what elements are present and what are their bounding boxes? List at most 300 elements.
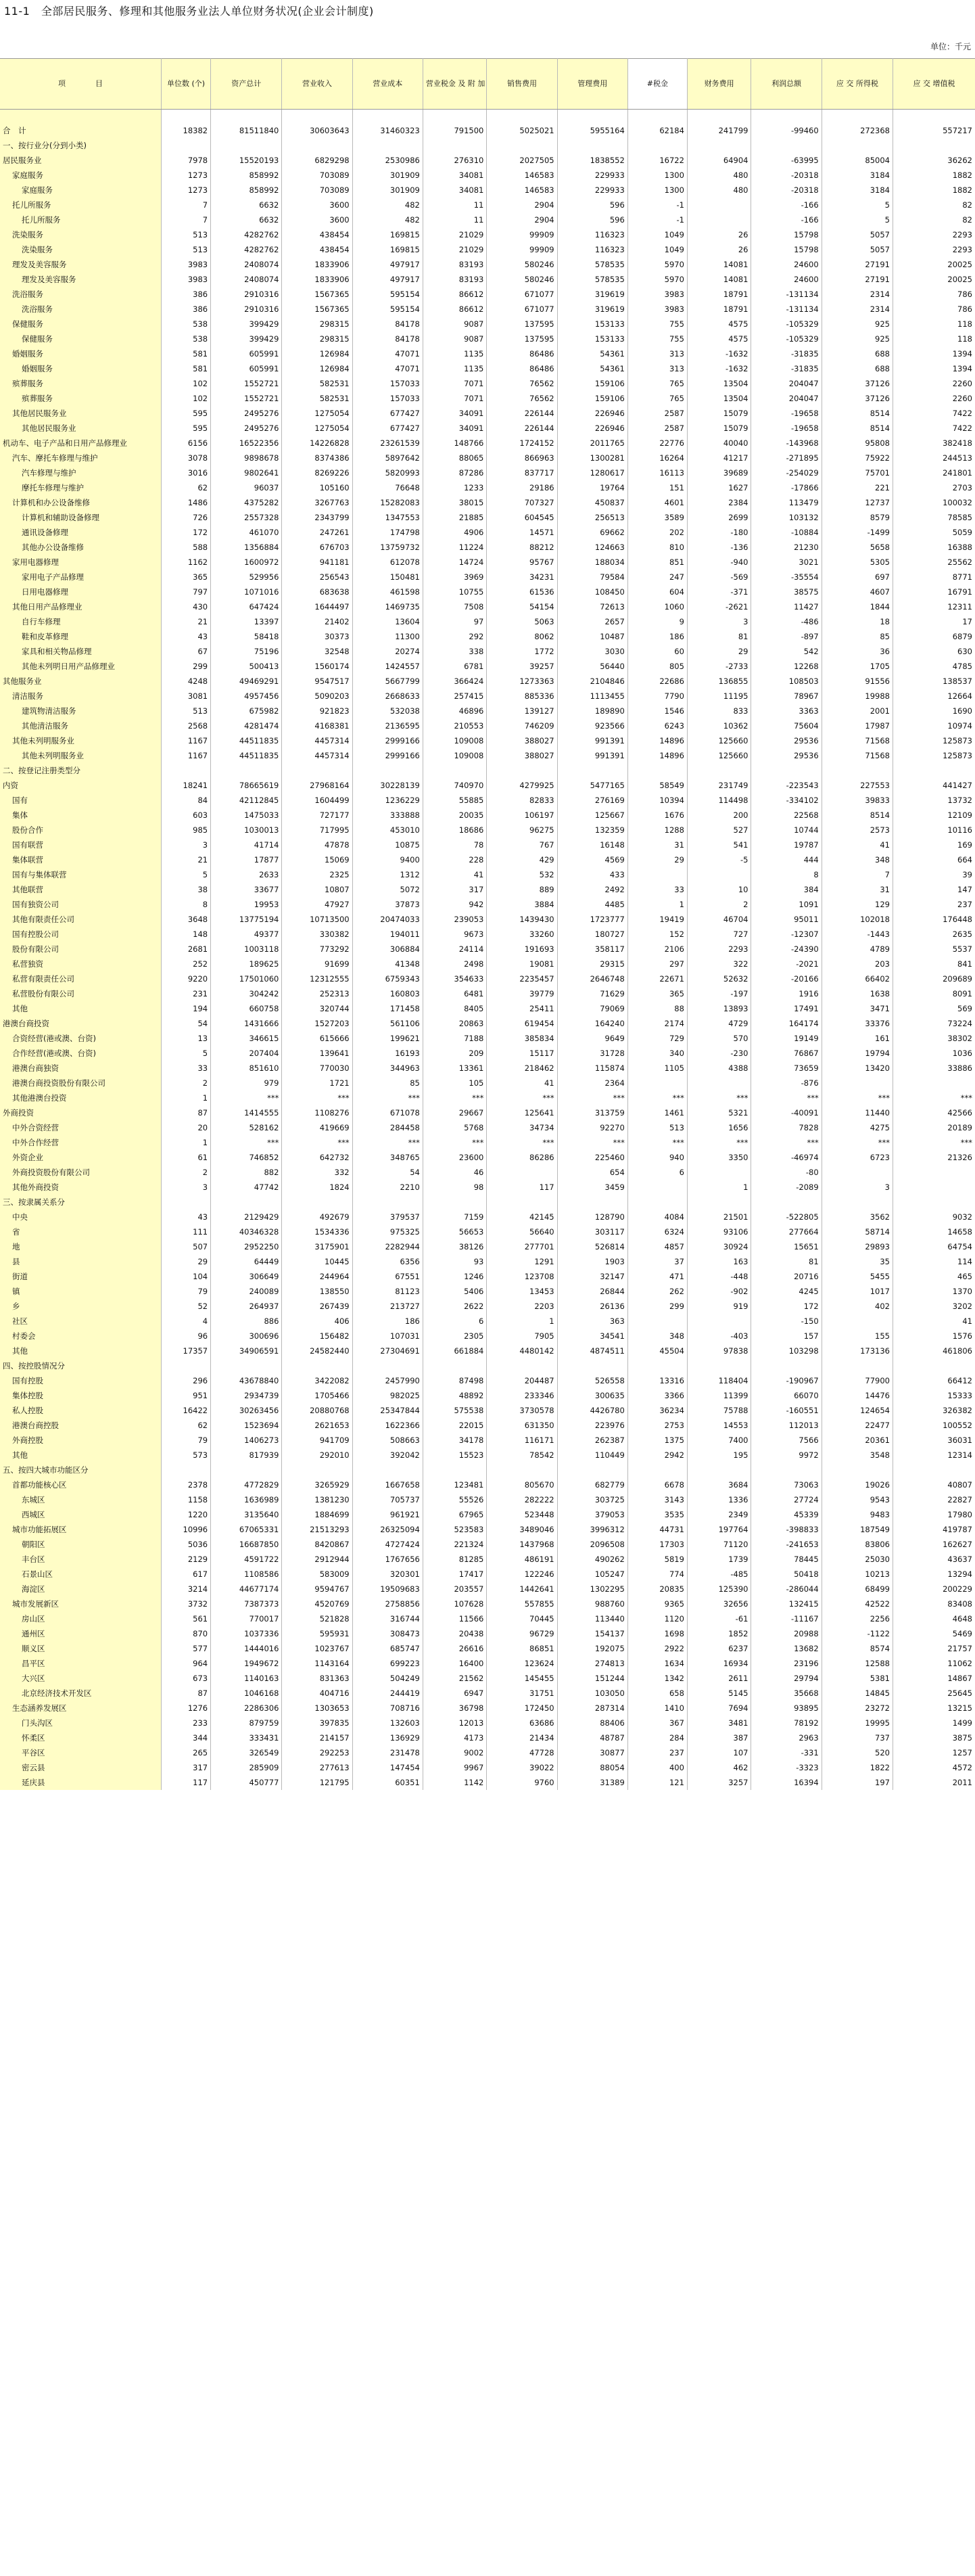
data-cell: 110449 [557,1448,627,1463]
row-label: 摩托车修理与维护 [0,480,162,495]
data-cell [352,1358,423,1373]
data-cell: *** [557,1090,627,1105]
data-cell: 1049 [627,242,687,257]
row-label: 其他居民服务业 [0,406,162,421]
data-cell: 979 [211,1076,282,1090]
data-cell [822,138,893,153]
data-cell: 2343799 [282,510,352,525]
data-cell: -20166 [751,971,822,986]
data-cell: 139641 [282,1046,352,1061]
data-cell: -876 [751,1076,822,1090]
data-cell: 1410 [627,1701,687,1716]
data-cell: 76867 [751,1046,822,1061]
data-cell: 578535 [557,272,627,287]
row-label: 其他外商投资 [0,1180,162,1195]
data-cell: *** [487,1135,557,1150]
data-cell: -180 [687,525,751,540]
data-cell: 683638 [282,584,352,599]
data-cell: 462 [687,1760,751,1775]
data-cell [687,212,751,227]
data-cell: 52 [162,1299,211,1314]
data-cell: *** [557,1135,627,1150]
data-cell: 507 [162,1239,211,1254]
data-cell: 1167 [162,733,211,748]
data-cell: 647424 [211,599,282,614]
data-cell: 21 [162,852,211,867]
table-row [0,302,975,317]
row-label: 其他未列明服务业 [0,733,162,748]
data-cell: 277613 [282,1760,352,1775]
data-cell: 123624 [487,1656,557,1671]
data-cell: 40346328 [211,1224,282,1239]
data-cell: 11062 [947,1659,972,1668]
data-cell: -2021 [751,957,822,971]
data-cell: 49469291 [211,674,282,689]
data-cell: 661884 [423,1343,487,1358]
data-cell: 36234 [627,1403,687,1418]
data-cell: 301909 [352,183,423,198]
data-cell: 1604499 [282,793,352,808]
data-cell: 21501 [687,1210,751,1224]
data-cell: -271895 [751,451,822,465]
data-cell: 988760 [557,1596,627,1611]
data-cell: -331 [751,1745,822,1760]
data-cell: 578535 [557,257,627,272]
data-cell: 78967 [751,689,822,704]
data-cell: 3078 [162,451,211,465]
data-cell: 1017 [822,1284,893,1299]
data-cell: -1122 [822,1626,893,1641]
data-cell: 8514 [822,406,893,421]
data-cell: 2573 [822,823,893,837]
data-cell: 287314 [557,1701,627,1716]
data-cell: 41714 [211,837,282,852]
data-cell: 45339 [751,1507,822,1522]
data-cell: 4457314 [282,733,352,748]
data-cell: 63686 [487,1716,557,1730]
data-cell: 113440 [557,1611,627,1626]
data-cell: 7071 [423,376,487,391]
data-cell: 17417 [423,1567,487,1582]
data-cell: 7 [822,867,893,882]
data-cell: 45504 [627,1343,687,1358]
table-row [0,1611,975,1626]
row-label: 其他服务业 [0,674,162,689]
data-cell: 1 [162,1090,211,1105]
data-cell: 164174 [751,1016,822,1031]
column-header: 管理费用 [557,59,627,110]
data-cell: 523448 [487,1507,557,1522]
data-cell: 54154 [487,599,557,614]
data-cell: 13397 [211,614,282,629]
data-cell: 26 [687,227,751,242]
data-cell: 755 [627,331,687,346]
data-cell: 2635 [952,929,972,939]
data-cell: 8 [162,897,211,912]
data-cell: 16148 [557,837,627,852]
data-cell: 42522 [822,1596,893,1611]
data-cell: 1037336 [211,1626,282,1641]
data-cell: 1439430 [487,912,557,927]
data-cell: 7828 [751,1120,822,1135]
data-cell: 88 [627,1001,687,1016]
data-cell: 276310 [423,153,487,168]
data-cell: 5036 [162,1537,211,1552]
data-cell: 81285 [423,1552,487,1567]
data-cell: 62 [162,1418,211,1433]
data-cell: 71568 [822,733,893,748]
table-row [0,1686,975,1701]
data-cell: 10755 [423,584,487,599]
data-cell: 122246 [487,1567,557,1582]
data-cell: 16193 [352,1046,423,1061]
data-cell [423,1358,487,1373]
data-cell [687,867,751,882]
data-cell: 319619 [557,302,627,317]
data-cell: 23261539 [352,436,423,451]
data-cell [162,1463,211,1477]
data-cell: *** [822,1135,893,1150]
data-cell: 244513 [943,453,972,463]
data-cell: 2904 [487,198,557,212]
data-cell: 532 [487,867,557,882]
data-cell: *** [751,1135,822,1150]
data-cell: 195 [687,1448,751,1463]
row-label: 外商控股 [0,1433,162,1448]
data-cell: 29186 [487,480,557,495]
data-cell: 2384 [687,495,751,510]
row-label: 洗浴服务 [0,302,162,317]
data-cell: 333888 [352,808,423,823]
data-cell: 400 [627,1760,687,1775]
data-cell: 367 [627,1716,687,1730]
data-cell: 3 [687,614,751,629]
data-cell: 88212 [487,540,557,555]
data-cell: 588 [162,540,211,555]
data-cell: 95767 [487,555,557,570]
data-cell: 194011 [352,927,423,942]
data-cell: 13361 [423,1061,487,1076]
table-row [0,957,975,971]
data-cell: 13893 [687,1001,751,1016]
data-cell: 14081 [687,257,751,272]
data-cell: -5 [687,852,751,867]
data-cell: 3730578 [487,1403,557,1418]
data-cell: 6632 [211,198,282,212]
data-cell: 3 [822,1180,893,1195]
row-label: 合 计 [0,123,162,138]
data-cell: -166 [751,212,822,227]
data-cell: -1632 [687,346,751,361]
data-cell: -136 [687,540,751,555]
row-label: 家庭服务 [0,168,162,183]
row-label: 县 [0,1254,162,1269]
data-cell: 15523 [423,1448,487,1463]
data-cell: 191693 [487,942,557,957]
data-cell: 529956 [211,570,282,584]
data-cell: 14896 [627,733,687,748]
data-cell: 461070 [211,525,282,540]
row-label: 集体联营 [0,852,162,867]
row-label: 通州区 [0,1626,162,1641]
data-cell: -160551 [751,1403,822,1418]
data-cell: 4575 [687,331,751,346]
data-cell: 2904 [487,212,557,227]
data-cell: 84178 [352,331,423,346]
data-cell: 9 [627,614,687,629]
row-label: 港澳台商控股 [0,1418,162,1433]
data-cell: 106197 [487,808,557,823]
data-cell: 37126 [822,391,893,406]
data-cell: 62184 [627,123,687,138]
data-cell: 86612 [423,287,487,302]
data-cell: 6632 [211,212,282,227]
data-cell [487,763,557,778]
data-cell: 247 [627,570,687,584]
data-cell: 2530986 [352,153,423,168]
data-cell: 4785 [952,662,972,671]
data-cell: 3366 [627,1388,687,1403]
data-cell: 11224 [423,540,487,555]
data-cell: 2999166 [352,733,423,748]
data-cell: 44731 [627,1522,687,1537]
data-cell: 406 [282,1314,352,1329]
data-cell: 879759 [211,1716,282,1730]
data-cell: 538 [162,317,211,331]
data-cell: 348 [627,1329,687,1343]
data-cell: 148766 [423,436,487,451]
row-label: 家庭服务 [0,183,162,198]
row-label: 股份有限公司 [0,942,162,957]
data-cell: 27968164 [282,778,352,793]
data-cell: 16422 [162,1403,211,1418]
data-cell: 1644497 [282,599,352,614]
data-cell: -80 [751,1165,822,1180]
row-label: 其他港澳台投资 [0,1090,162,1105]
row-label: 中外合作经营 [0,1135,162,1150]
data-cell: 306649 [211,1269,282,1284]
data-cell: 137595 [487,317,557,331]
column-header: 资产总计 [211,59,282,110]
data-cell: 203 [822,957,893,971]
table-row [0,1775,975,1790]
data-cell: 159106 [557,376,627,391]
row-label: 三、按隶属关系分 [0,1195,162,1210]
data-cell: 671077 [487,302,557,317]
data-cell: *** [687,1090,751,1105]
data-cell: 9594767 [282,1582,352,1596]
row-label: 洗染服务 [0,227,162,242]
data-cell: 8420867 [282,1537,352,1552]
data-cell: 96275 [487,823,557,837]
data-cell: 9365 [627,1596,687,1611]
table-row [0,1492,975,1507]
row-label: 居民服务业 [0,153,162,168]
data-cell: 32656 [687,1596,751,1611]
data-cell: 308473 [352,1626,423,1641]
data-cell: 29 [687,644,751,659]
data-cell: 7387373 [211,1596,282,1611]
data-cell: 227553 [822,778,893,793]
row-label: 集体控股 [0,1388,162,1403]
table-row [0,718,975,733]
data-cell: 580246 [487,257,557,272]
data-cell: 708716 [352,1701,423,1716]
data-cell: -2089 [751,1180,822,1195]
data-cell: 348765 [352,1150,423,1165]
data-cell: 32548 [282,644,352,659]
data-cell: -24390 [751,942,822,957]
data-cell: 737 [822,1730,893,1745]
data-cell: 1838552 [557,153,627,168]
data-cell: 346615 [211,1031,282,1046]
data-cell: 5 [162,1046,211,1061]
data-cell: 604 [627,584,687,599]
data-cell: 492679 [282,1210,352,1224]
data-cell: 19995 [822,1716,893,1730]
data-cell: 1721 [282,1076,352,1090]
data-cell: 93 [423,1254,487,1269]
data-cell: 1288 [627,823,687,837]
data-cell [211,110,282,124]
data-cell [822,110,893,124]
table-row [0,525,975,540]
data-cell: -61 [687,1611,751,1626]
data-cell: 1036 [952,1049,972,1058]
data-cell: 344 [162,1730,211,1745]
data-cell: 75788 [687,1403,751,1418]
data-cell: 7566 [751,1433,822,1448]
data-cell: 129 [822,897,893,912]
data-cell: 1552721 [211,391,282,406]
data-cell: 557855 [487,1596,557,1611]
data-cell: 961921 [352,1507,423,1522]
data-cell: 770030 [282,1061,352,1076]
data-cell: *** [211,1090,282,1105]
table-row [0,1537,975,1552]
data-cell: 304242 [211,986,282,1001]
row-label: 家用电子产品修理 [0,570,162,584]
unit-label: 单位：千元 [930,42,971,51]
data-cell: 108450 [557,584,627,599]
data-cell: 284 [627,1730,687,1745]
table-row [0,1730,975,1745]
data-cell: 925 [822,317,893,331]
data-cell: 103298 [751,1343,822,1358]
data-cell: 851 [627,555,687,570]
data-cell: 136929 [352,1730,423,1745]
data-cell: 125873 [943,751,972,760]
data-cell: 4569 [557,852,627,867]
row-label: 朝阳区 [0,1537,162,1552]
data-cell: 2136595 [352,718,423,733]
data-cell: 55885 [423,793,487,808]
data-cell: 3214 [162,1582,211,1596]
data-cell [627,1314,687,1329]
table-row [0,1671,975,1686]
data-cell: 73063 [751,1477,822,1492]
data-cell: 3471 [822,1001,893,1016]
data-cell [557,763,627,778]
data-cell: 925 [822,331,893,346]
data-cell: 31 [822,882,893,897]
data-cell: 60 [627,644,687,659]
data-cell: 595 [162,421,211,436]
data-cell: 726 [162,510,211,525]
data-cell: 631350 [487,1418,557,1433]
row-label: 私营股份有限公司 [0,986,162,1001]
data-cell: 151 [627,480,687,495]
data-cell: 5768 [423,1120,487,1135]
data-cell: 532038 [352,704,423,718]
data-cell: 150481 [352,570,423,584]
data-cell: 42566 [947,1108,972,1118]
data-cell: -20318 [751,168,822,183]
data-cell: 233346 [487,1388,557,1403]
data-cell: 1167 [162,748,211,763]
data-cell: 1 [162,1135,211,1150]
data-cell: *** [687,1135,751,1150]
data-cell: 81511840 [211,123,282,138]
table-row [0,1552,975,1567]
data-cell: 34734 [487,1120,557,1135]
data-cell: 125641 [487,1105,557,1120]
data-cell: 366424 [423,674,487,689]
data-cell: -485 [687,1567,751,1582]
data-cell: 24114 [423,942,487,957]
data-cell: 21434 [487,1730,557,1745]
data-cell: 5305 [822,555,893,570]
data-cell: 3363 [751,704,822,718]
data-cell: 225460 [557,1150,627,1165]
data-cell: 1336 [687,1492,751,1507]
table-row [0,153,975,168]
row-label: 城市发展新区 [0,1596,162,1611]
row-label: 建筑物清洁服务 [0,704,162,718]
data-cell: 103132 [751,510,822,525]
data-cell: 2408074 [211,257,282,272]
data-cell: 386 [162,302,211,317]
data-cell: 16388 [947,543,972,552]
data-cell: 32147 [557,1269,627,1284]
data-cell: 9220 [162,971,211,986]
data-cell: 210553 [423,718,487,733]
data-cell: 333431 [211,1730,282,1745]
data-cell: 66402 [822,971,893,986]
data-cell: 671078 [352,1105,423,1120]
data-cell: 1276 [162,1701,211,1716]
data-cell: 86486 [487,361,557,376]
data-cell: 78665619 [211,778,282,793]
row-label: 其他未列明日用产品修理业 [0,659,162,674]
data-cell: 1 [687,1180,751,1195]
data-cell: -19658 [751,421,822,436]
data-cell: 98 [423,1180,487,1195]
row-label: 合作经营(港或澳、台资) [0,1046,162,1061]
data-cell: 172 [751,1299,822,1314]
data-cell: 67965 [423,1507,487,1522]
data-cell: 81 [687,629,751,644]
data-cell: 301909 [352,168,423,183]
data-cell: 1394 [952,349,972,359]
data-cell [352,1195,423,1210]
table-row [0,540,975,555]
data-cell: 5057 [822,227,893,242]
row-label: 中央 [0,1210,162,1224]
data-cell: 77900 [822,1373,893,1388]
data-cell: 13504 [687,376,751,391]
data-cell: -897 [751,629,822,644]
